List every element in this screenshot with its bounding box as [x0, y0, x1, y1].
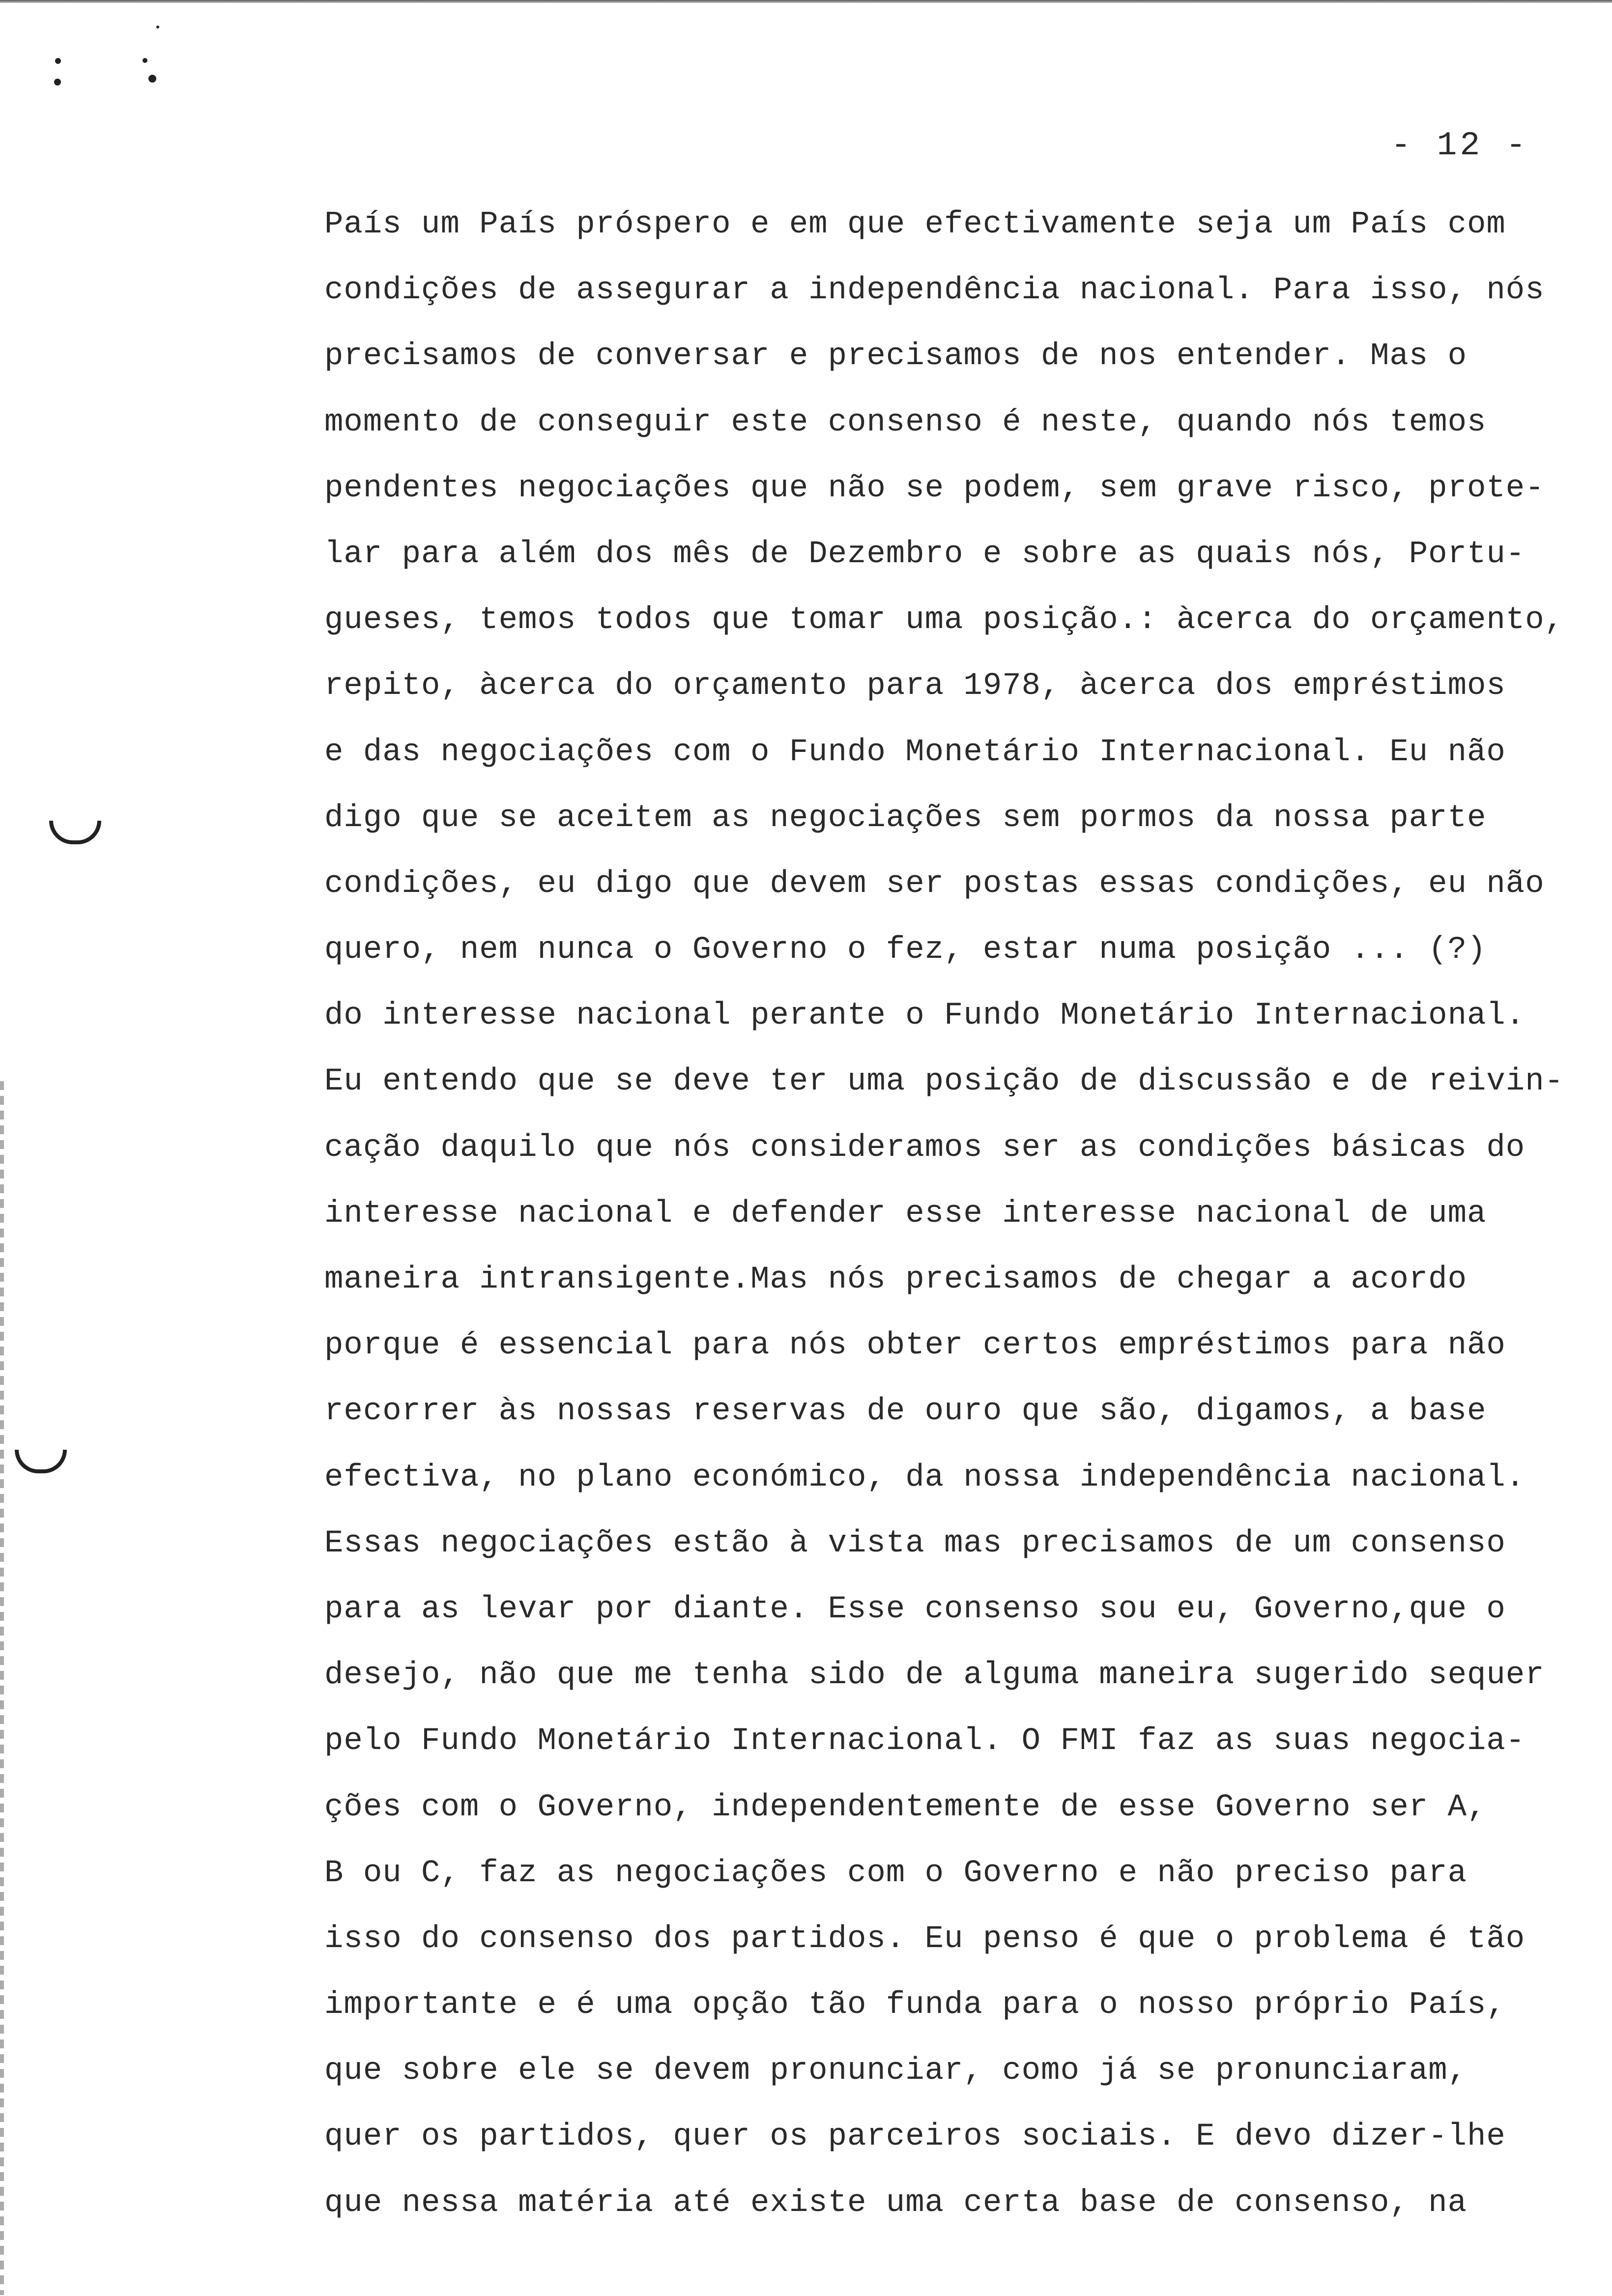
text-line: B ou C, faz as negociações com o Governo e não preciso para	[324, 1855, 1467, 1891]
text-line: digo que se aceitem as negociações sem pormos da nossa parte	[324, 800, 1487, 836]
text-line: condições, eu digo que devem ser postas essas condições, eu não	[324, 866, 1545, 902]
text-line: quer os partidos, quer os parceiros sociais. E devo dizer-lhe	[324, 2119, 1506, 2155]
text-line: precisamos de conversar e precisamos de nos entender. Mas o	[324, 339, 1467, 374]
punch-hole-mark	[15, 1450, 67, 1473]
text-line: isso do consenso dos partidos. Eu penso é que o problema é tão	[324, 1921, 1526, 1957]
body-text	[324, 192, 1602, 2236]
ink-speck	[55, 58, 61, 64]
text-line: desejo, não que me tenha sido de alguma maneira sugerido sequer	[324, 1658, 1545, 1693]
text-line: lar para além dos mês de Dezembro e sobre as quais nós, Portu-	[324, 536, 1526, 572]
ink-speck	[143, 58, 147, 63]
text-line: condições de assegurar a independência nacional. Para isso, nós	[324, 273, 1545, 309]
text-line: quero, nem nunca o Governo o fez, estar numa posição ... (?)	[324, 932, 1487, 968]
ink-speck	[148, 75, 156, 83]
text-line: que nessa matéria até existe uma certa base de consenso, na	[324, 2185, 1467, 2221]
page-left-edge	[0, 1081, 4, 2295]
text-line: e das negociações com o Fundo Monetário Internacional. Eu não	[324, 734, 1506, 770]
text-line: importante e é uma opção tão funda para o nosso próprio País,	[324, 1987, 1506, 2023]
text-line: pelo Fundo Monetário Internacional. O FMI faz as suas negocia-	[324, 1723, 1526, 1759]
text-line: pendentes negociações que não se podem, sem grave risco, prote-	[324, 470, 1545, 506]
text-line: cação daquilo que nós consideramos ser as condições básicas do	[324, 1130, 1526, 1166]
page-top-edge	[0, 0, 1612, 3]
text-line: momento de conseguir este consenso é neste, quando nós temos	[324, 404, 1487, 440]
ink-speck	[156, 26, 159, 29]
punch-hole-mark	[49, 821, 101, 844]
text-line: Essas negociações estão à vista mas precisamos de um consenso	[324, 1525, 1506, 1561]
text-line: ções com o Governo, independentemente de esse Governo ser A,	[324, 1789, 1487, 1825]
text-line: Eu entendo que se deve ter uma posição de discussão e de reivin-	[324, 1064, 1564, 1100]
ink-speck	[54, 79, 61, 86]
text-line: interesse nacional e defender esse interesse nacional de uma	[324, 1196, 1487, 1232]
text-line: para as levar por diante. Esse consenso sou eu, Governo,que o	[324, 1591, 1506, 1627]
text-line: repito, àcerca do orçamento para 1978, àcerca dos empréstimos	[324, 668, 1506, 704]
text-line: País um País próspero e em que efectivamente seja um País com	[324, 207, 1506, 242]
text-line: que sobre ele se devem pronunciar, como já se pronunciaram,	[324, 2053, 1467, 2089]
text-line: recorrer às nossas reservas de ouro que são, digamos, a base	[324, 1394, 1487, 1430]
page-number: - 12 -	[1391, 127, 1529, 165]
text-line: gueses, temos todos que tomar uma posição.: àcerca do orçamento,	[324, 603, 1564, 638]
text-line: maneira intransigente.Mas nós precisamos de chegar a acordo	[324, 1262, 1467, 1297]
text-line: efectiva, no plano económico, da nossa independência nacional.	[324, 1460, 1526, 1495]
text-line: porque é essencial para nós obter certos empréstimos para não	[324, 1328, 1506, 1364]
text-line: do interesse nacional perante o Fundo Monetário Internacional.	[324, 998, 1526, 1034]
